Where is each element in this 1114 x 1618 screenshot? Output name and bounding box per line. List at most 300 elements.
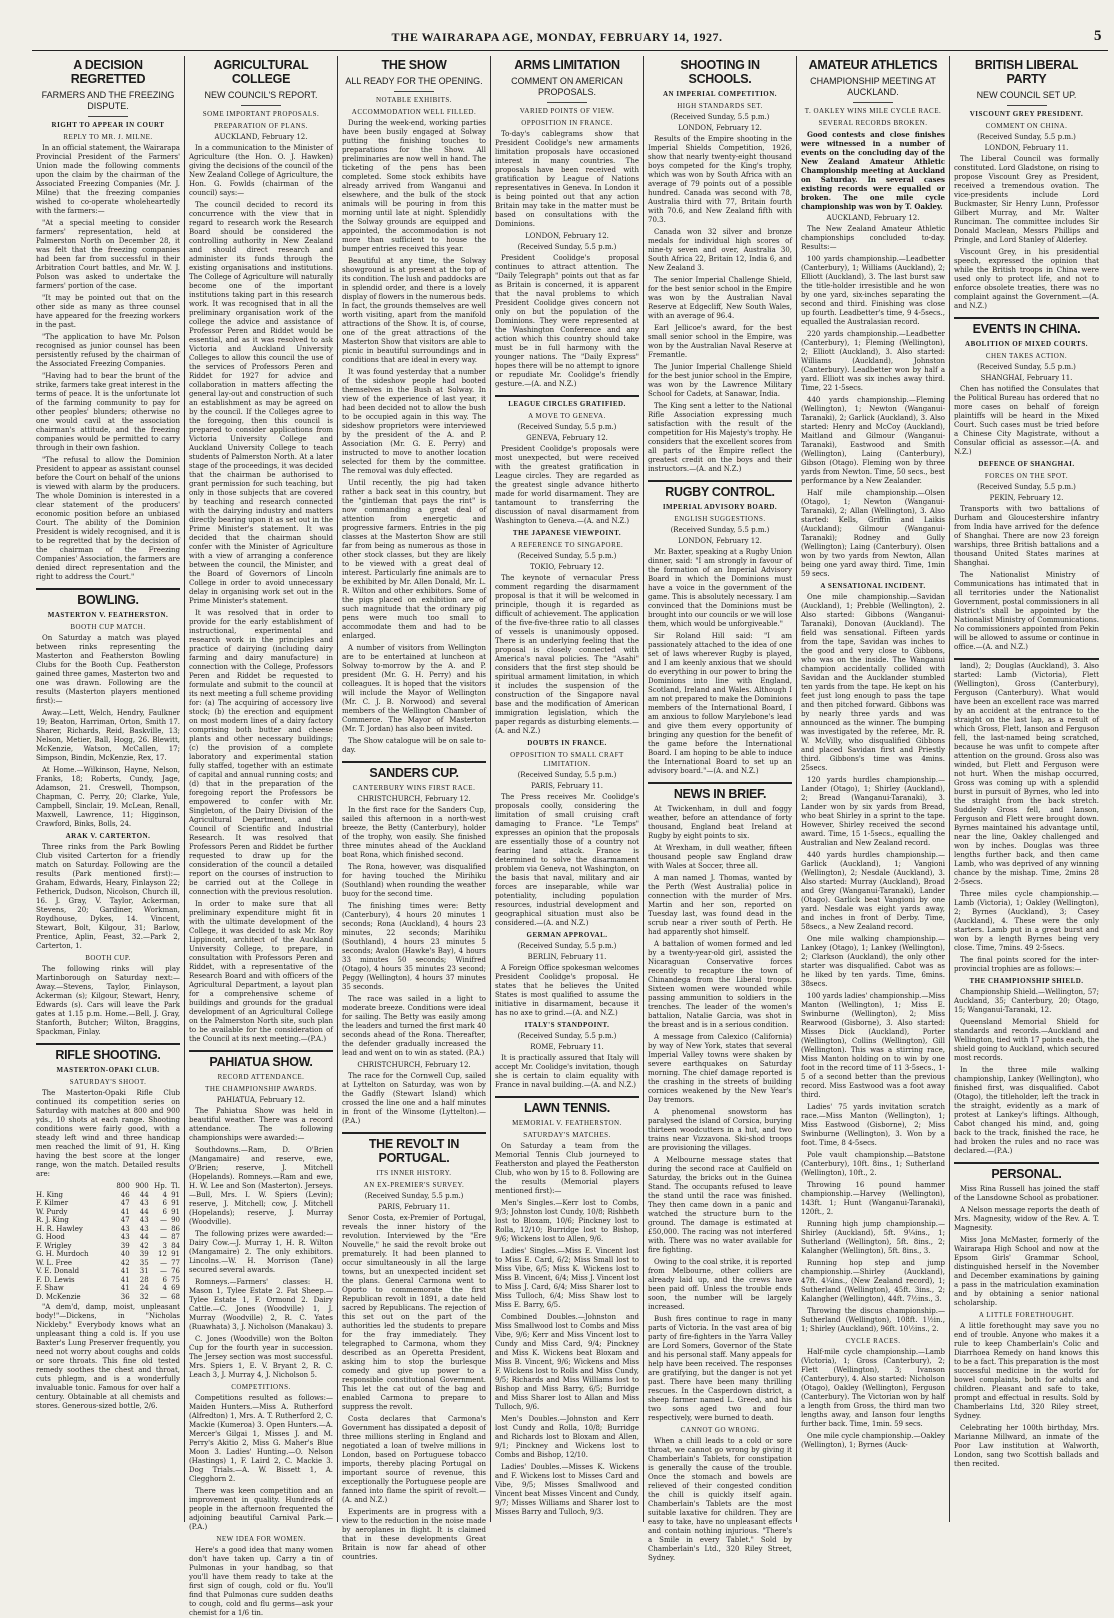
- received-line: (Received Sunday, 5.5 p.m.): [670, 113, 770, 121]
- table-cell: 40: [120, 1250, 130, 1258]
- article-paragraph: Away.—Lett, Welch, Hendry, Faulkner 19; Beaton, Harriman, Orton, Smith 17. Sharer, Richards, Reid, Baskville, 13; Nelson, Metier, Ball, Hogg, 26. Blewitt, McKenzie, Watson, McCallen, 17; Simpson, Bindin, McKenzie, Rex, 17.: [36, 709, 180, 762]
- kicker: DOUBTS IN FRANCE.: [527, 739, 607, 747]
- table-cell: F. Kilmer: [36, 1199, 69, 1207]
- article-paragraph: Chen has notified the Consulates that the Political Bureau has ordered that no more cases on behalf of foreign plaintiffs will be heard in the Mixed Court. Such cases must be tried before a Chinese City Magistrate, without a Consular official as assessor.—(A. and N.Z.): [954, 385, 1099, 456]
- article-paragraph: Earl Jellicoe's award, for the best small senior school in the Empire, was won by the Australian Naval Reserve at Fremantle.: [648, 324, 792, 359]
- article-paragraph: Experiments are in progress with a view to the reduction in the noise made by aeroplanes in flight. It is claimed that in these developments Great Britain is now far ahead of other countries.: [342, 1508, 486, 1561]
- headline-revolt-portugal: THE REVOLT IN PORTUGAL.: [342, 1132, 486, 1165]
- table-cell: 41: [120, 1284, 130, 1292]
- table-cell: 76: [171, 1267, 180, 1275]
- headline-british-liberal-party: BRITISH LIBERAL PARTY: [974, 58, 1079, 86]
- article-paragraph: President Coolidge's proposal continues to attract attention. The "Daily Telegraph" points out that as far as Britain is concerned, it is apparent that the naval problems to which President Coolidge gives concern not only on but the population of the Dominions. They were represented at the Washington Conference and any action which this country should take must be in full harmony with the younger nations. The "Daily Express" hopes there will be no attempt to ignore or repudiate Mr. Coolidge's friendly gesture.—(A. and N.Z.): [495, 254, 639, 388]
- headline-decision-regretted: A DECISION REGRETTED: [70, 58, 146, 86]
- article-paragraph: Championship Shield.—Wellington, 57; Auckland, 35; Canterbury, 20; Otago, 15; Wanganui-Taranaki, 12.: [954, 988, 1099, 1014]
- subhead: NEW COUNCIL'S REPORT.: [204, 90, 318, 100]
- table-cell: 47: [120, 1199, 130, 1207]
- article-paragraph: The finishing times were: Betty (Canterbury), 4 hours 20 minutes 1 seconds; Rona (Auckland), 4 hours 23 minutes, 22 seconds; Marihiku (Southland), 4 hours 23 minutes 5 seconds; Avalon (Hawke's Bay), 4 hours 33 minutes 50 seconds; Winifred (Otago), 4 hours 35 minutes 23 second; Peggy (Wellington), 4 hours 37 minutes 35 seconds.: [342, 902, 486, 991]
- article-paragraph: land), 2; Douglas (Auckland), 3. Also started: Lamb (Victoria), Flett (Wellington), Gross (Canterbury), Ferguson (Canterbury). What would have been an excellent race was marred by an accident at the entrance to the straight on the last lap, as a result of which Gross, Flett, Ianson and Ferguson fell, the last-named being scratched, because he was unfit to compete after attention on the ground. Gross also was winded, but Flett and Ferguson were not hurt. When the mishap occurred, Gross was coming up with a splendid burst in pursuit of Byrnes, who led into the straight from the back stretch. Suddenly Gross fell, and Ianson, Ferguson and Flett were brought down. Byrnes maintained his advantage until, near the line, Oakley challenged and won by inches. Douglas was three lengths further back, and then came Lamb, who was deprived of any winning chance by the mishap. Time, 2mins 28 2-5secs.: [954, 662, 1099, 886]
- table-row: [36, 1250, 180, 1259]
- dateline: PAHIATUA, February 12.: [216, 1096, 306, 1104]
- table-row: [36, 1199, 180, 1208]
- column-2: [185, 56, 338, 1617]
- kicker: VISCOUNT GREY PRESIDENT.: [969, 110, 1084, 118]
- headline-rugby-control: RUGBY CONTROL.: [648, 480, 792, 499]
- headline-bowling: BOWLING.: [36, 588, 180, 607]
- article-paragraph: Ladies' Singles.—Miss E. Vincent lost to Miss E. Card, 6/2; Miss Small lost to Miss Vibe, 6/5; Miss K. Wickens lost to Miss B. Vincent, 6/4; Miss J. Vincent lost to Miss J. Card, 6/4; Miss Sharer lost to Miss Tulloch, 6/4; Miss Shaw lost to Miss E. Barry, 6/5.: [495, 1247, 639, 1309]
- kicker: A MOVE TO GENEVA.: [528, 412, 606, 420]
- kicker: CANTERBURY WINS FIRST RACE.: [352, 784, 476, 792]
- kicker: CHEN TAKES ACTION.: [985, 352, 1068, 360]
- table-cell: F. Wrigley: [36, 1241, 72, 1250]
- table-cell: 3: [162, 1241, 167, 1250]
- article-paragraph: 100 yards ladies' championship.—Miss Manton (Wellington), 1; Miss E. Swinburne (Wellington), 2; Miss Rearwood (Gisborne), 3. Also started: Misses Dick (Auckland), Porter (Wellington), Collins (Wellington), Gill (Wellington). This was a stirring race, Miss Manton holding on to win by one foot in the record time of 11 3-5secs., 1-5 of a second better than the previous record. Miss Eastwood was a foot away third.: [801, 992, 945, 1099]
- article-paragraph: The New Zealand Amateur Athletic championships concluded to-day. Results:—: [801, 225, 945, 251]
- article-paragraph: Beautiful at any time, the Solway showground is at present at the top of its condition. The lush and paddocks are in splendid order, and there is a lovely display of flowers in the numerous beds. In fact, the grounds themselves are well worth visiting, apart from the manifold attractions of the Show. It is, of course, one of the great attractions of the Masterton Show that visitors are able to picnic in beautiful surroundings and in conditions that are ideal in every way.: [342, 257, 486, 364]
- table-cell: 44: [139, 1233, 149, 1241]
- table-cell: D. McKenzie: [36, 1292, 81, 1301]
- kicker: LEAGUE CIRCLES GRATIFIED.: [508, 400, 626, 408]
- masthead-rule: [32, 50, 1108, 51]
- subhead: CHAMPIONSHIP MEETING AT AUCKLAND.: [810, 76, 936, 97]
- kicker: OPPOSITION IN FRANCE.: [521, 119, 613, 127]
- table-cell: 87: [171, 1233, 180, 1241]
- kicker: VARIED POINTS OF VIEW.: [519, 107, 615, 115]
- table-header-cell: 800: [116, 1182, 130, 1190]
- article-paragraph: The race was sailed in a light to moderate breeze. Conditions were ideal for sailing. The Betty was easily among the leaders and turned the first mark 40 seconds ahead of the Rona. Thereafter, the defender gradually increased the lead and went on to win as stated. (P.A.): [342, 995, 486, 1057]
- article-paragraph: Mr. Baxter, speaking at a Rugby Union dinner, said: "I am strongly in favour of the formation of an Imperial Advisory Board in which the Dominions must have a voice in the government of the game. This is absolutely necessary. I am convinced that the Dominions must be brought into our councils or we will lose them, which would be unforgiveable.": [648, 548, 792, 628]
- dateline: CHRISTCHURCH, February 12.: [357, 1061, 471, 1069]
- article-paragraph: Southdowns.—Ram, D. O'Brien (Mangamaire) and reserve, ewe, O'Brien; reserve, J. Mitchell (Hopelands). Romneys.—Ram and ewe, H. W. Lee and Son (Masterton). Jerseys.—Bull, Mrs. I. W. Spiers (Levin); reserve, J. Mitchell; cow, J. Mitchell (Hopelands); reserve, J. Murray (Woodville).: [189, 1146, 333, 1226]
- table-header-cell: Tl.: [170, 1182, 180, 1190]
- headline-the-show: THE SHOW: [381, 58, 447, 72]
- kicker: ITALY'S STANDPOINT.: [524, 1021, 610, 1029]
- table-cell: 36: [120, 1292, 130, 1301]
- article-paragraph: Transports with two battalions of Durham and Gloucestershire infantry from India have arrived for the defence of Shanghai. There are now 23 foreign warships, three British battalions and a thousand United States marines at Shanghai.: [954, 505, 1099, 567]
- kicker: ENGLISH SUGGESTIONS.: [674, 515, 766, 523]
- article-paragraph: Three miles cycle championship.—Lamb (Victoria), 1; Oakley (Wellington), 2; Byrnes (Auckland), 3; Casey (Auckland), 4. These were the only starters. Lamb put in a great burst and won by a length Byrnes being very close. Time, 7mins. 49 2-5secs.: [954, 890, 1099, 952]
- table-row: [36, 1216, 180, 1225]
- kicker: SOME IMPORTANT PROPOSALS.: [202, 110, 320, 118]
- table-cell: 43: [120, 1233, 130, 1241]
- kicker: THE CHAMPIONSHIP AWARDS.: [205, 1085, 317, 1093]
- table-header-row: [36, 1182, 180, 1191]
- kicker: COMMENT ON CHINA.: [985, 122, 1068, 130]
- article-paragraph: In an official statement, the Wairarapa Provincial President of the Farmers' Union made the following comments upon the claim by the chairman of the Associated Freezing Companies (Mr. J. Milne) that the freezing companies wished to co-operate wholeheartedly with the farmers:—: [36, 144, 180, 215]
- article-paragraph: A message from Calexico (California) by way of New York, states that several Imperial Valley towns were shaken by severe earthquakes on Saturday morning. The chief damage reported is the crashing in the streets of building cornices weakened by the New Year's Day tremors.: [648, 1033, 792, 1104]
- kicker: AN EX-PREMIER'S SURVEY.: [363, 1181, 465, 1189]
- kicker: ITS INNER HISTORY.: [376, 1169, 452, 1177]
- article-paragraph: The Press receives Mr. Coolidge's proposals coolly, considering the limitation of small cruising craft damaging to France. "Le Temps" expresses an opinion that the proposals are essentially those of a country not fearing land attack. France is determined to solve the disarmament problem via Geneva, not Washington, on the basis that naval, military and air forces are inseparable, while war potentiality, including population resources, industrial development and geographical situation must also be considered.—(A. and N.Z.): [495, 793, 639, 927]
- table-cell: 86: [171, 1224, 180, 1233]
- table-cell: 41: [120, 1207, 130, 1216]
- kicker: THE JAPANESE VIEWPOINT.: [512, 529, 622, 537]
- article-paragraph: Competitions resulted as follows:— Maiden Hunters.—Miss A. Rutherford (Alfredton) 1, Mrs. A. T. Rutherford 2, C. Mackie (Kumeroa) 3. Open Hunters.—A. Mercer's Gilgai 1, Misses J. and M. Perry's Akitio 2, Miss G. Maher's Blue Moon 3. Ladies' Hunting.—O. Nelson (Hastings) 1, F. Laird 2, C. Mackie 3. Dog Trials.—A. W. Bissett 1, A. Clegghorn 2.: [189, 1394, 333, 1483]
- received-line: (Received Sunday, 5.5 p.m.): [517, 1032, 617, 1040]
- article-paragraph: "At a special meeting to consider farmers' representation, held at Palmerston North on December 28, it was felt that the freezing companies had been far from successful in their Arbitration Court battles, and Mr. W. J. Polson was asked to undertake the farmers' portion of the case.: [36, 219, 180, 290]
- dateline: PARIS, February 11.: [531, 782, 603, 790]
- column-1: [32, 56, 185, 1522]
- table-cell: 6: [162, 1207, 167, 1216]
- kicker: A REFERENCE TO SINGAPORE.: [510, 541, 624, 549]
- dateline: LONDON, February 12.: [678, 537, 762, 545]
- article-paragraph: The Junior Imperial Challenge Shield for the best junior school in the Empire, was won by the Lawrence Military School for Cadets, at Sanawar, India.: [648, 363, 792, 398]
- article-paragraph: Bush fires continue to rage in many parts of Victoria. In the vast area of big party of fire-fighters in the Yarra Valley are Lord Somers, Governor of the State and his personal staff. Many appeals for help have been received. The responses are gratifying, but the danger is not yet past. There have been many thrilling rescues. In the Casperdown district, a sheep farmer named L. Greed, and his two sons aged two and four respectively, were burned to death.: [648, 1315, 792, 1422]
- table-cell: 42: [139, 1241, 149, 1250]
- article-paragraph: Men's Singles.—Kerr lost to Combs, 9/3; Johnston lost Cundy, 10/8; Rishbeth lost to Bloxam, 10/6; Pinckney lost to Rolla, 12/10; Burridge lost to Bishop, 9/6; Wickens lost to Allen, 9/6.: [495, 1199, 639, 1243]
- kicker: ACCOMMODATION WELL FILLED.: [351, 108, 477, 116]
- article-paragraph: Celebrating her 100th birthday, Mrs. Marianne Millward, an inmate of the Poor Law institution at Walworth, London, sang two Scottish ballads and then recited.: [954, 1424, 1099, 1468]
- kicker: SEVERAL RECORDS BROKEN.: [818, 119, 928, 127]
- kicker: DEFENCE OF SHANGHAI.: [978, 460, 1075, 468]
- article-paragraph: A Nelson message reports the death of Mrs. Magnesity, widow of the Rev. A. T. Magnesity.: [954, 1206, 1099, 1232]
- kicker: MEMORIAL V. FEATHERSTON.: [512, 1119, 622, 1127]
- headline-amateur-athletics: AMATEUR ATHLETICS: [808, 58, 938, 72]
- article-paragraph: The race for the Cornwell Cup, sailed at Lyttelton on Saturday, was won by the Gadfly (Stewart Island) which crossed the line one and a half minutes in front of the Winsome (Lyttelton).—(P.A.): [342, 1072, 486, 1125]
- table-cell: 35: [139, 1258, 149, 1267]
- lead-paragraph: Good contests and close finishes were witnessed in a number of events on the concluding day of the New Zealand Amateur Athletic Championship meeting at Auckland on Saturday. In several cases existing records were equalled or broken. The one mile cycle championship was won by T. Oakley.: [801, 130, 945, 211]
- article-paragraph: "The refusal to allow the Dominion President to appear as assistant counsel before the Court on behalf of the unions is viewed with alarm by the producers. The whole Dominion is interested in a clear statement of the producers' economic position before an unbiased Court. The ability of the Dominion President is widely recognised, and it is to be regretted that by the decision of the chairman of the Freezing Companies' Association, the farmers are denied direct representation and the right to address the Court.": [36, 456, 180, 581]
- headline-personal: PERSONAL.: [954, 1162, 1099, 1181]
- newspaper-page: [32, 56, 1108, 1617]
- received-line: (Received Sunday, 5.5 p.m.): [517, 243, 617, 251]
- dateline: CHRISTCHURCH, February 12.: [357, 795, 471, 803]
- received-line: (Received Sunday, 5.5 p.m.): [977, 363, 1076, 371]
- dateline: PEKIN, February 12.: [989, 494, 1064, 502]
- table-cell: 32: [139, 1292, 149, 1301]
- article-paragraph: The senior Imperial Challenge Shield, for the best senior school in the Empire was won by the Australian Naval Reserve at Edgecliff, New South Wales, with an average of 96.4.: [648, 276, 792, 320]
- advertisement: A little forethought may save you no end of trouble. Anyone who makes it a rule to keep Chamberlain's Colic and Diarrhoea Remedy on hand knows this to be a fact. This preparation is the most successful medicine in the world for bowel complaints, both for adults and children. Pleasant and safe to take, prompt and effectual in results. Sold by Chamberlains Ltd, 320 Riley street, Sydney.: [954, 1322, 1099, 1420]
- article-paragraph: A Melbourne message states that during the second race at Caulfield on Saturday, the bricks out in the Guinea Stand. The occupants refused to leave the stand until the race was finished. They then came down in a panic and watched the structure burn to the ground. The damage is estimated at £50,000. The racing was not interfered with. There was no water available for fire fighting.: [648, 1156, 792, 1254]
- kicker: AN IMPERIAL COMPETITION.: [662, 90, 778, 98]
- article-paragraph: Men's Doubles.—Johnston and Kerr lost Cundy and Rolla, 10/8; Burridge and Richards lost to Bloxam and Allen, 9/1; Pinckney and Wickens lost to Combs and Bishop, 12/10.: [495, 1415, 639, 1459]
- table-row: [36, 1267, 180, 1276]
- article-paragraph: The following rinks will play Martinborough on Saturday next:— Away.—Stevens, Taylor, Finlayson, Ackerman (s); Kilgour, Stewart, Henry, Edwards (s). Cars will leave the Park gates at 1.15 p.m. Home.—Bell, J. Gray, Stanforth, Butcher; Wilton, Braggins, Spackman, Finlay.: [36, 965, 180, 1036]
- article-paragraph: Until recently, the pig had taken rather a back seat in this country, but the "gintleman that pays the rint" is now commanding a great deal of attention from energetic and progressive farmers. Entries in the pig classes at the Masterton Show are still far from being as numerous as those in other stock classes, but they are likely to be viewed with a great deal of interest. Particularly fine animals are to be exhibited by Mr. Allen Donald, Mr. L. R. Wilton and other exhibitors. Some of the pigs placed on exhibition are of such magnitude that the ordinary pig pens were much too small to accommodate them and had to be enlarged.: [342, 479, 486, 640]
- article-paragraph: Throwing the discus championship.—Sutherland (Wellington), 108ft. 1½in., 1; Shirley (Auckland), 96ft. 10½ins., 2.: [801, 1307, 945, 1333]
- kicker: OPPOSITION TO SMALL CRAFT LIMITATION.: [510, 751, 624, 768]
- article-paragraph: Running hop step and jump championship.—Shirley (Auckland), 47ft. 4¼ins., (New Zealand record), 1; Sutherland (Wellington), 45ft. 3ins., 2; Kalangher (Wellington), 44ft. 7½ins., 3.: [801, 1259, 945, 1303]
- table-row: [36, 1259, 180, 1268]
- divider: [88, 116, 128, 117]
- table-cell: 42: [120, 1258, 130, 1267]
- article-paragraph: One mile cycle championship.—Oakley (Wellington), 1; Byrnes (Auck-: [801, 1432, 945, 1449]
- article-paragraph: 120 yards hurdles championship.—Lander (Otago), 1; Shirley (Auckland), 2; Bread (Wanganui-Taranaki), 3. Lander won by six yards from Bread, who beat Shirley in a sprint to the tape. However, Shirley received the second award. Time, 15 1-5secs., equalling the Australian and New Zealand record.: [801, 776, 945, 847]
- kicker: RIGHT TO APPEAR IN COURT: [51, 121, 165, 129]
- table-cell: 90: [171, 1216, 180, 1224]
- article-paragraph: The final points scored for the inter-provincial trophies are as follows:—: [954, 956, 1099, 973]
- table-cell: —: [159, 1292, 167, 1301]
- table-cell: 43: [139, 1224, 149, 1233]
- divider: [241, 105, 281, 106]
- dateline: AUCKLAND, February 12.: [826, 214, 920, 222]
- masthead-title: THE WAIRARAPA AGE, MONDAY, FEBRUARY 14, 1927.: [391, 30, 723, 44]
- kicker: MASTERTON V. FEATHERSTON.: [47, 611, 169, 619]
- dateline: PARIS, February 11.: [378, 1203, 450, 1211]
- table-cell: 75: [171, 1275, 180, 1284]
- article-paragraph: The keynote of vernacular Press comment regarding the disarmament proposal is that it will be welcomed in principle, though it is regarded as difficult of achievement. The application of the five-five-three ratio to all classes of vessels is unanimously opposed. There is an underlying feeling that the proposal is closely connected with America's naval policies. The "Asahi" considers that the first step should be spiritual armament limitation, in which it includes the suspension of the construction of the Singapore naval base and the modification of American immigration legislation, which the paper regards as disturbing elements.—(A. and N.Z.): [495, 574, 639, 735]
- divider: [853, 102, 893, 103]
- kicker: A SENSATIONAL INCIDENT.: [820, 582, 926, 590]
- subhead-freezing-dispute: FARMERS AND THE FREEZING DISPUTE.: [41, 90, 175, 111]
- received-line: (Received Sunday, 5.5 p.m.): [517, 552, 617, 560]
- kicker: NEW IDEA FOR WOMEN.: [216, 1535, 306, 1543]
- table-cell: H. R. Hawley: [36, 1224, 83, 1233]
- dateline: SHANGHAI, February 11.: [980, 374, 1073, 382]
- dateline: LONDON, February 11.: [984, 144, 1069, 152]
- article-paragraph: A Foreign Office spokesman welcomes President Coolidge's proposal. He states that he believes the United States is most qualified to assume the initiative in disarmament, because it has no axe to grind.—(A. and N.Z.): [495, 964, 639, 1017]
- table-row: [36, 1276, 180, 1285]
- article-paragraph: In order to make sure that all preliminary expenditure might fit in with the ultimate development of the College, it was decided to ask Mr. Roy Lippincott, architect of the Auckland University College, to prepare, in consultation with Professors Peren and Riddet, with a representative of the Research Board and with officers of the Agricultural Department, a layout plan for a comprehensive scheme of buildings and grounds for the gradual development of an Agricultural College on the Palmerston North site, such plan to be available for the consideration of the Council at its next meeting.—(P.A.): [189, 900, 333, 1043]
- article-paragraph: Pole vault championship.—Batstone (Canterbury), 10ft. 8ins., 1; Sutherland (Wellington), 10ft., 2.: [801, 1151, 945, 1177]
- table-cell: 91: [171, 1199, 180, 1207]
- table-cell: 68: [171, 1292, 180, 1301]
- table-cell: 46: [120, 1190, 130, 1199]
- kicker: REPLY TO MR. J. MILNE.: [63, 133, 153, 141]
- article-paragraph: Costa declares that Carmona's Government has dissipated a deposit of three millions sterling in England and negotiated a loan of twelve millions in London, based on Portuguese tobacco imports, thereby placing Portugal on important source of revenue, this exceptionally the Portuguese people are fanned into flame the spirit of revolt.—(A. and N.Z.): [342, 1415, 486, 1504]
- article-paragraph: Miss Rina Russell has joined the staff of the Lansdowne School as probationer.: [954, 1185, 1099, 1202]
- received-line: (Received Sunday, 5.5 p.m.): [977, 133, 1076, 141]
- article-paragraph: "The application to have Mr. Polson recognised as junior counsel has been persistently refused by the chairman of the Associated Freezing Companies.: [36, 333, 180, 368]
- table-cell: 4: [162, 1190, 167, 1199]
- table-cell: 91: [171, 1190, 180, 1199]
- dateline: AUCKLAND, February 12.: [214, 133, 308, 141]
- dateline: LONDON, February 12.: [678, 124, 762, 132]
- article-paragraph: At Wrexham, in dull weather, fifteen thousand people saw England draw with Wales at Soccer, three all.: [648, 844, 792, 870]
- kicker: RECORD ATTENDANCE.: [217, 1073, 305, 1081]
- column-5: [644, 56, 797, 1562]
- table-cell: 91: [171, 1207, 180, 1216]
- page-number: 5: [1094, 28, 1102, 44]
- article-paragraph: Ladies' 75 yards invitation scratch race.—Miss Manton (Wellington), 1; Miss Eastwood (Gisborne), 2; Miss Swinburne (Wellington), 3. Won by a foot. Time, 8 4-5secs.: [801, 1103, 945, 1147]
- article-paragraph: 100 yards championship.—Leadbetter (Canterbury), 1; Williams (Auckland), 2; Elliott (Auckland), 3. The last burst saw the title-holder irresistible and he won by one yard, six-inches separating the second and third. Finishing was close up fourth. Leadbetter's time, 9 4-5secs., equalled the Australasian record.: [801, 255, 945, 326]
- article-paragraph: The Rona, however, was disqualified for having touched the Mirihiku (Southland) when rounding the weather buoy for the second time.: [342, 863, 486, 898]
- kicker: BOOTH CUP.: [85, 954, 131, 962]
- article-paragraph: Owing to the coal strike, it is reported from Melbourne, other colliers are already laid up, and the crews have been paid off. Unless the trouble ends soon, the number will be largely increased.: [648, 1258, 792, 1311]
- table-row: [36, 1284, 180, 1293]
- article-paragraph: Three rinks from the Park Bowling Club visited Carterton for a friendly match on Saturday. Following are the results (Park mentioned first):— Graham, Edwards, Heary, Finlayson 22; Fetherick, Dudson, Nicolson, Church ill, 16. J. Gray, V. Taylor, Ackerman, Stevens, 20; Gardiner, Workman, Roydhouse, Dykes, 14. Vincent, Stewart, Bolt, Kilgour, 31; Barlow, Prentice, Aplin, Feast, 32.—Park 2, Carterton, 1.: [36, 843, 180, 950]
- table-cell: H. King: [36, 1190, 64, 1199]
- table-cell: —: [159, 1258, 167, 1267]
- table-cell: 6: [162, 1199, 167, 1207]
- article-paragraph: At Twickenham, in dull and foggy weather, before an attendance of forty thousand, England beat Ireland at Rugby by eight points to six.: [648, 805, 792, 840]
- article-paragraph: One mile walking championship.—Lankey (Otago), 1; Lankey (Wellington), 2; Clarkson (Auckland), the only other starter was disqualified. Cabot was as he liked by ten yards. Time, 6mins. 38secs.: [801, 935, 945, 988]
- table-cell: F. Shaw: [36, 1284, 64, 1292]
- rifle-scores-table: [36, 1182, 180, 1301]
- table-cell: 39: [120, 1241, 130, 1250]
- table-cell: 24: [139, 1284, 149, 1292]
- table-row: [36, 1191, 180, 1200]
- table-header-cell: 900: [135, 1182, 149, 1190]
- article-paragraph: Half mile championship.—Olsen (Otago), 1; Newton (Wanganui-Taranaki), 2; Allan (Wellington), 3. Also started: Kells, Griffin and Laikis (Auckland); Gilmour (Wanganui-Taranaki); Rodney and Gully (Wellington); Laing (Canterbury). Olsen won by two yards from Newton, Allan being one yard away third. Time, 1min 59 secs.: [801, 489, 945, 578]
- section-rule: [495, 395, 639, 397]
- kicker: BOOTH CUP MATCH.: [70, 623, 146, 631]
- article-paragraph: It is practically assured that Italy will accept Mr. Coolidge's invitation, though she is certain to claim equality with France in naval building.—(A. and N.Z.): [495, 1054, 639, 1089]
- article-paragraph: On Saturday a team from the Memorial Tennis Club journeyed to Featherston and played the Featherston Club, who won by 15 to 8. Following are the results (Memorial players mentioned first):—: [495, 1142, 639, 1195]
- kicker: PREPARATION OF PLANS.: [214, 122, 308, 130]
- column-3: [338, 56, 491, 1561]
- table-cell: G. Hood: [36, 1233, 65, 1241]
- table-cell: 31: [139, 1267, 149, 1275]
- divider: [394, 91, 434, 92]
- headline-rifle-shooting: RIFLE SHOOTING.: [36, 1043, 180, 1062]
- article-paragraph: Combined Doubles.—Johnston and Miss Smallwood lost to Combs and Miss Vibe, 9/6; Kerr and Miss Vincent lost to Cundy and Miss Card, 9/4; Pinckney and Miss K. Wickens beat Bloxam and Miss B. Vincent, 9/6; Wickens and Miss F. Wickens lost to Rolls and Miss Cundy, 9/5; Richards and Miss Williams lost to Bishop and Miss Barry, 6/5; Burridge and Miss Sharer lost to Allan and Miss Tulloch, 9/6.: [495, 1313, 639, 1411]
- kicker: COMPETITIONS.: [231, 1383, 291, 1391]
- column-6: [797, 56, 950, 1522]
- subhead: NEW COUNCIL SET UP.: [976, 90, 1077, 100]
- table-row: [36, 1208, 180, 1217]
- table-cell: 12: [158, 1250, 167, 1258]
- table-cell: —: [159, 1233, 167, 1241]
- article-paragraph: Queensland Memorial Shield for standards and records.—Auckland and Wellington, tied with 17 points each, the shield going to Auckland, which secured most records.: [954, 1018, 1099, 1062]
- table-cell: —: [159, 1267, 167, 1275]
- table-cell: W. Purdy: [36, 1207, 68, 1216]
- kicker: NOTABLE EXHIBITS.: [376, 96, 452, 104]
- table-header-cell: Hp.: [154, 1182, 167, 1190]
- received-line: (Received Sunday, 5.5 p.m.): [517, 942, 617, 950]
- article-paragraph: 440 yards championship.—Fleming (Wellington), 1; Newton (Wanganui-Taranaki), 2; Garlick (Auckland), 3. Also started: Henry and McCoy (Auckland), Maitland and Gilmour (Wanganui-Taranaki), Eastwood and Smith (Wellington), Laing (Canterbury), Gibson (Otago). Fleming won by three yards from Newton. Time, 50 secs., best performance by a New Zealander.: [801, 396, 945, 485]
- kicker: MASTERTON-OPAKI CLUB.: [56, 1066, 160, 1074]
- table-cell: 44: [139, 1190, 149, 1199]
- headline-pahiatua-show: PAHIATUA SHOW.: [189, 1050, 333, 1069]
- article-paragraph: Half-mile cycle championship.—Lamb (Victoria), 1; Gross (Canterbury), 2; Flett (Wellington), 3; Ivanson (Canterbury), 4. Also started: Nicholson (Otago), Oakley (Wellington), Ferguson (Canterbury). The Victorian won by half a length from Gross, the third man two lengths away, and Ianson four lengths further back. Time, 1min. 59 secs.: [801, 1348, 945, 1428]
- kicker: T. OAKLEY WINS MILE CYCLE RACE.: [804, 107, 942, 115]
- dateline: TOKIO, February 12.: [530, 563, 604, 571]
- table-cell: 69: [171, 1284, 180, 1292]
- article-paragraph: On Saturday a match was played between rinks representing the Masterton and Featherston Bowling Clubs for the Booth Cup. Featherston gained three games, Masterton two and one was drawn. Following are the results (Masterton players mentioned first):—: [36, 634, 180, 705]
- article-paragraph: During the week-end, working parties have been busily engaged at Solway putting the finishing touches to preparations for the Show. All preliminaries are now well in hand. The ticketing of the pens has been completed. Some stock exhibits have already arrived from Wanganui and elsewhere, and the bulk of the stock animals will be pouring in from this morning until late at night. Splendidly the Solway grounds are equipped and appointed, the accommodation is not more than sufficient to house the bumper entries received this year.: [342, 119, 486, 253]
- article-paragraph: In the first race for the Sanders Cup, sailed this afternoon in a north-west breeze, the Betty (Canterbury), holder of the trophy, won easily. She finished three minutes ahead of the Auckland boat Rona, which finished second.: [342, 806, 486, 859]
- table-cell: F. D. Lewis: [36, 1275, 75, 1284]
- article-paragraph: 220 yards championship.—Leadbetter (Canterbury), 1; Fleming (Wellington), 2; Elliott (Auckland), 3. Also started: Williams (Auckland), Johnston (Canterbury). Leadbetter won by half a yard. Elliott was six inches away third. Time, 22 1-5secs.: [801, 330, 945, 392]
- table-row: [36, 1233, 180, 1242]
- article-paragraph: Romneys.—Farmers' classes: H. Mason 1, Tylee Estate 2. Fat Sheep.—Tylee Estate 1, F. Ormond 2. Dairy Cattle.—C. Jones (Woodville) 1, J. Murray (Woodville) 2, R. C. Yates (Ruawhata) 3, J. Nicholson (Manakau) 3.: [189, 1278, 334, 1331]
- advertisement: "A dem'd, damp, moist, unpleasant body!"—Dickens, in "Nicholas Nickleby." Everybody knows what an unpleasant thing a cold is. If you use Baxter's Lung Preserver frequently, you need not worry about coughs and colds or sore throats. This fine old tested remedy soothes the chest and throat, cuts phlegm, and is a wonderfully invaluable tonic. Famous for over half a century. Obtainable at all chemists and stores. Generous-sized bottle, 2/6.: [36, 1303, 180, 1410]
- kicker: SATURDAY'S SHOOT.: [69, 1078, 147, 1086]
- headline-events-in-china: EVENTS IN CHINA.: [954, 317, 1099, 336]
- column-4: [491, 56, 644, 1522]
- article-paragraph: "Having had to bear the brunt of the strike, farmers take great interest in the terms of peace. It is the unfortunate lot of the farming community to pay for other peoples' blunders; otherwise no one would cavil at the association chairman's attitude, and the freezing companies would be permitted to carry through in their own fashion.: [36, 372, 180, 452]
- article-paragraph: A phenomenal snowstorm has paralysed the island of Corsica, burying thirteen woodcutters in a hut, and two trains near Vizzavona. Ski-shod troops are provisioning the villages.: [648, 1108, 792, 1152]
- article-paragraph: Ladies' Doubles.—Misses K. Wickens and F. Wickens lost to Misses Card and Vibe, 9/5; Misses Smallwood and Vincent beat Misses Vincent and Cundy, 9/7; Misses Williams and Sharer lost to Misses Barry and Tulloch, 9/3.: [495, 1463, 639, 1516]
- table-cell: 44: [139, 1207, 149, 1216]
- article-paragraph: Sir Roland Hill said: "I am passionately attached to the idea of one set of laws wherever Rugby is played, and I am keenly anxious that we should do everything in our power to bring the Dominions into line with England, Scotland, Ireland and Wales. Although I am not prepared to make the Dominions members of the International Board, I am anxious to follow Marylebone's lead and give them every opportunity of bringing any question for the benefit of the game before the International Board. I am hoping to be able to induce the International Board to set up an advisory board."—(A. and N.Z.): [648, 632, 792, 775]
- table-cell: 41: [120, 1275, 130, 1284]
- article-paragraph: To-day's cablegrams show that President Coolidge's new armaments limitation proposals have occasioned interest in many countries. The proposals have been received with gratification by League of Nations representatives in Geneva. In London it is being pointed out that any action Britain may take in the matter must be based on consultations with the Dominions.: [495, 130, 639, 228]
- article-paragraph: Throwing 16 pound hammer championship.—Harvey (Wellington), 143ft. 1; Hunt (Wanganui-Taranaki), 120ft., 2.: [801, 1181, 945, 1216]
- kicker: CANNOT GO WRONG.: [680, 1426, 760, 1434]
- table-cell: 6: [162, 1275, 167, 1284]
- table-cell: 43: [120, 1224, 130, 1233]
- kicker: HIGH STANDARDS SET.: [677, 102, 763, 110]
- advertisement: When a chill leads to a cold or sore throat, we cannot go wrong by giving it Chamberlain's Tablets, for constipation is generally the cause of the trouble. Once the stomach and bowels are relieved of their congested condition the chill is quickly itself again. Chamberlain's Tablets are the most suitable laxative for children. They are easy to take, have no unpleasant effects and contain nothing injurious. "There's a Smile in every Tablet." Sold by Chamberlain's Ltd., 320 Riley Street, Sydney.: [648, 1437, 792, 1562]
- received-line: (Received Sunday, 5.5 p.m.): [517, 771, 617, 779]
- article-paragraph: Viscount Grey, in his presidential speech, expressed the opinion that while the British troops in China were used only to protect life, and not to enforce obsolete treaties, there was no complaint against the Government.—(A. and N.Z.): [954, 248, 1099, 310]
- received-line: (Received Sunday, 5.5 p.m.): [364, 1192, 464, 1200]
- article-paragraph: In the three mile walking championship, Lankey (Wellington), who finished first, was disqualified. Cabot (Otago), the titleholder, left the track in the straight, evidently as a mark of protest at Lankey's liftings. Although, Cabot changed his mind, and, going back to the track, finished the race, he had broken the rules and no race was declared.—(P.A.): [954, 1066, 1099, 1155]
- article-paragraph: A battalion of women formed and led by a twenty-year-old girl, assisted the Nicaraguan Conservative forces recently to recapture the town of Chinandega from the Liberal troops. Sixteen women were wounded while passing ammunition to soldiers in the trenches. The leader of the women's battalion, Natalie Garcia, was shot in the breast and is in a serious condition.: [648, 940, 792, 1029]
- article-paragraph: A man named J. Thomas, wanted by the Perth (West Australia) police in connection with the murder of Mrs. Martin and her son, reported on Tuesday last, was found dead in the scrub near a river south of Perth. He had apparently shot himself.: [648, 874, 792, 936]
- table-cell: R. J. King: [36, 1216, 69, 1224]
- article-paragraph: It was resolved that in order to provide for the early establishment of instructional, experimental and research work in the principles and practice of dairying (including dairy farming and dairy manufacture) in connection with the College, Professors Peren and Riddet be requested to formulate and submit to the council at its next meeting a full scheme providing for: (a) The acquiring of accessory live stock; (b) the erection and equipment on most modern lines of a dairy factory comprising both butter and cheese plants and other necessary buildings; (c) the provision of a complete laboratory and experimental station fully staffed, together with an estimate of capital and annual running costs; and (d) that in the preparation of the foregoing report the Professors be empowered to confer with Mr. Singleton, of the Dairy Division of the Agricultural Department, and the Council of Scientific and Industrial Research. It was resolved that Professors Peren and Riddet be further requested to draw up for the consideration of the council a detailed report on the courses of instruction to be carried out at the College in connection with the previous resolution.: [189, 609, 333, 896]
- table-cell: 28: [139, 1275, 149, 1284]
- table-cell: —: [159, 1216, 167, 1224]
- kicker: ARAK V. CARTERTON.: [65, 832, 151, 840]
- kicker: FORCES ON THE SPOT.: [984, 472, 1069, 480]
- article-paragraph: The King sent a letter to the National Rifle Association expressing much satisfaction with the result of the competition for His Majesty's trophy. He considers that the excellent scores from all parts of the Empire reflect the greatest credit on the boys and their instructors.—(A. and N.Z.): [648, 402, 792, 473]
- article-paragraph: At Home.—Wilkinson, Hayne, Nelson, Franks, 18; Roberts, Cundy, Jage, Adamson, 21. Creswell, Thompson, Chapman, C. Perry, 20; Clarke, Yule, Campbell, Sinclair, 19. McLean, Renall, Maxwell, Lawrence, 11; Higginson, Crawford, Binks, Bolls, 24.: [36, 766, 180, 828]
- received-line: (Received Sunday, 5.5 p.m.): [977, 483, 1076, 491]
- headline-sanders-cup: SANDERS CUP.: [342, 761, 486, 780]
- table-cell: 91: [171, 1250, 180, 1258]
- table-cell: G. H. Murdoch: [36, 1250, 89, 1258]
- kicker: SATURDAY'S MATCHES.: [523, 1131, 611, 1139]
- article-paragraph: The following prizes were awarded:— Dairy Cow.—J. Murray 1, H. R. Wilton (Mangamaire) 2. The only exhibitors. Lincolns.—W. H. Morrison (Tane) secured several awards.: [189, 1230, 333, 1274]
- headline-news-in-brief: NEWS IN BRIEF.: [648, 782, 792, 801]
- table-cell: 47: [120, 1216, 130, 1224]
- article-paragraph: C. Jones (Woodville) won the Bolton Cup for the fourth year in succession. The Jersey section was most successful. Mrs. Spiers 1, E. V. Bryant 2, R. C. Leach 3, J. Murray 4, J. Nicholson 5.: [189, 1335, 333, 1379]
- table-cell: 43: [139, 1199, 149, 1207]
- article-paragraph: Running high jump championship.—Shirley (Auckland), 5ft. 9¼ins., 1; Sutherland (Wellington), 5ft. 8ins., 2; Kalangher (Wellington), 5ft. 8ins., 3.: [801, 1220, 945, 1255]
- subhead: COMMENT ON AMERICAN PROPOSALS.: [511, 76, 623, 97]
- table-cell: 77: [171, 1258, 180, 1267]
- article-paragraph: A number of visitors from Wellington are to be entertained at luncheon at Solway to-morrow by the A. and P. president (Mr. G. H. Perry) and his colleagues. It is hoped that the visitors will include the Mayor of Wellington (Mr. C. J. B. Norwood) and several members of the Wellington Chamber of Commerce. The Mayor of Masterton (Mr. T. Jordan) has also been invited.: [342, 644, 486, 733]
- article-paragraph: "It may be pointed out that on the other side as many as three counsel have appeared for the freezing workers in the past.: [36, 294, 180, 329]
- table-cell: 4: [162, 1284, 167, 1292]
- article-paragraph: The Nationalist Ministry of Communications has intimated that in all territories under the Nationalist Government, postal commissioners in all district's shall be appointed by the Nationalist Ministry of Communications. No commissioners appointed from Pekin will be allowed to assume or continue in office.—(A. and N.Z.): [954, 571, 1099, 651]
- article-paragraph: 440 yards hurdles championship.—Garlick (Auckland), 1; Vangioni (Wellington), 2; Nesdale (Auckland), 3. Also started: Murray (Auckland), Broad and Grey (Wanganui-Taranaki), Lander (Otago). Garlick beat Vangioni by one yard. Nesdale was eight yards away, and inches in front of Derby. Time, 58secs., a New Zealand record.: [801, 851, 945, 931]
- masthead: [0, 30, 1114, 46]
- section-rule: [954, 658, 1099, 660]
- article-paragraph: In a communication to the Minister of Agriculture (the Hon. O. J. Hawken) giving the decisions of the council of the New Zealand College of Agriculture, the Hon. G. Fowlds (chairman of the council) says:—: [189, 144, 333, 197]
- advertisement: Here's a good idea that many women don't have taken up. Carry a tin of Pulmonas in your handbag, so that you'll have them ready to take at the first sign of cough, cold or flu. You'll find that Pulmonas cure sudden deaths to cough, cold and flu germs—ask your chemist for a 1/6 tin.: [189, 1546, 333, 1617]
- article-paragraph: There was keen competition and an improvement in quality. Hundreds of people in the afternoon frequented the adjoining beautiful Carnival Park.—(P.A.): [189, 1487, 333, 1531]
- received-line: (Received Sunday, 5.5 p.m.): [517, 423, 617, 431]
- article-paragraph: Results of the Empire shooting in the Imperial Shields Competition, 1926, show that nearly twenty-eight thousand boys competed for the King's trophy, which was won by South Africa with an average of 79 points out of a possible hundred. Canada was second with 78, Australia third with 77, Britain fourth with 70.6, and New Zealand fifth with 70.3.: [648, 135, 792, 224]
- table-cell: V. E. Donald: [36, 1267, 80, 1275]
- kicker: GERMAN APPROVAL.: [526, 931, 608, 939]
- subhead: ALL READY FOR THE OPENING.: [345, 76, 483, 86]
- article-paragraph: Miss Jona McMaster, formerly of the Wairarapa High School and now at the Epsom Girls' Grammar School, distinguished herself in the November and December examinations by gaining a pass in the matriculation examination and by obtaining a senior national scholarship.: [954, 1236, 1099, 1307]
- kicker: ABOLITION OF MIXED COURTS.: [965, 340, 1088, 348]
- article-paragraph: The Liberal Council was formally constituted. Lord Gladstone, on rising to propose Viscount Grey as President, received a tremendous ovation. The vice-presidents include Lord Buckmaster, Sir Henry Lunn, Professor Gilbert Murray, and Mr. Walter Runciman. The committee includes Sir Donald Maclean, Messrs Phillips and Pringle, and Lord Stanley of Alderley.: [954, 155, 1099, 244]
- dateline: BERLIN, February 11.: [527, 953, 607, 961]
- article-paragraph: It was found yesterday that a number of the sideshow people had booted themselves in the Bush at Solway. In view of the experience of last year, it had been decided not to allow the bush to be occupied again in this way. The sideshow proprietors were interviewed by the president of the A. and P. Association (Mr. G. E. Perry) and instructed to move to another location selected for them by the committee. The removal was duly effected.: [342, 368, 486, 475]
- article-paragraph: Senor Costa, ex-Premier of Portugal, reveals the inner history of the revolution. Interviewed by the "Ere Nouvelle," he said the revolt broke out prematurely. It had been planned to occur simultaneously in all the large towns, but an unexpected incident set the plans. General Carmona went to Oporto to commemorate the first Republican revolt in 1891, a date held sacred by Republicans. The rejection of this set out on the part of the authorities led the students to prepare for the fray immediately. They telegraphed to Carmona, whom they described as an Operetta President, asking him to stop the burlesque comedy and give up power to a responsible constitutional Government. This let the cat out of the bag and enabled Carmona to prepare to suppress the revolt.: [342, 1214, 486, 1411]
- table-cell: —: [159, 1224, 167, 1233]
- dateline: LONDON, February 12.: [525, 232, 609, 240]
- table-header-cell: [36, 1182, 111, 1191]
- received-line: (Received Sunday, 5.5 p.m.): [670, 526, 770, 534]
- article-paragraph: The Masterton-Opaki Rifle Club continued its competition series on Saturday with matches at 800 and 900 yds., 10 shots at each range. Shooting conditions were fairly good, with a steady left wind and three handicap men reached the limit of 91, H. King having the best score at the longer range, won the match. Detailed results are:: [36, 1089, 180, 1178]
- table-cell: 43: [139, 1216, 149, 1224]
- article-paragraph: President Coolidge's proposals were most unexpected, but were received with the greatest gratification in League circles. They are regarded as the greatest single advance hitherto made for world disarmament. They are tantamount to transferring the discussion of naval disarmament from Washington to Geneva.—(A. and N.Z.): [495, 445, 639, 525]
- article-paragraph: The Show catalogue will be on sale to-day.: [342, 737, 486, 754]
- article-paragraph: Canada won 32 silver and bronze medals for individual high scores of nine-ty seven and over, Australia 30, South Africa 22, Britain 12, India 6, and New Zealand 3.: [648, 228, 792, 272]
- kicker: IMPERIAL ADVISORY BOARD.: [662, 503, 778, 511]
- kicker: CYCLE RACES.: [845, 1337, 901, 1345]
- table-row: [36, 1242, 180, 1251]
- dateline: ROME, February 11.: [530, 1043, 604, 1051]
- divider: [547, 102, 587, 103]
- headline-arms-limitation: ARMS LIMITATION: [514, 58, 620, 72]
- article-paragraph: The Pahiatua Show was held in beautiful weather. There was a record attendance. The following championships were awarded:—: [189, 1107, 333, 1142]
- table-row: [36, 1293, 180, 1302]
- dateline: GENEVA, February 12.: [526, 434, 608, 442]
- table-cell: 39: [139, 1250, 149, 1258]
- column-7: [950, 56, 1103, 1522]
- divider: [1007, 105, 1047, 106]
- table-row: [36, 1225, 180, 1234]
